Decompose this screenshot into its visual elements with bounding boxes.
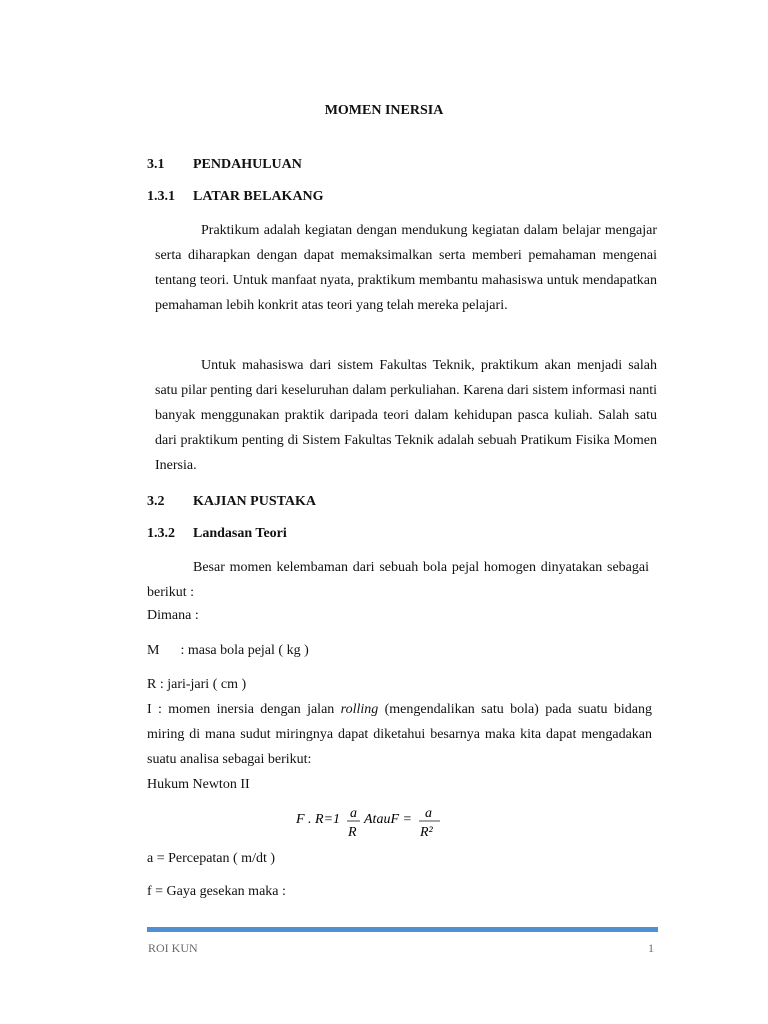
section-heading-pendahuluan: PENDAHULUAN	[193, 157, 302, 172]
definition-i-suffix: (mengendalikan satu bola) pada suatu bidang miring di mana sudut miringnya dapat diketahui besarnya maka kita dapat mengadakan suatu analisa sebagai berikut:	[147, 702, 653, 767]
definition-i	[147, 697, 652, 772]
formula-denominator-1: R	[348, 825, 357, 840]
dimana-label: Dimana :	[147, 608, 199, 623]
definition-i-prefix: I : momen inersia dengan jalan	[147, 702, 341, 717]
definition-f: f = Gaya gesekan maka :	[147, 884, 286, 899]
formula-lhs: F . R=1	[296, 812, 341, 827]
page-number: 1	[648, 941, 654, 955]
formula-numerator-2: a	[425, 806, 432, 821]
formula-denominator-2: R²	[420, 825, 433, 840]
paragraph-latar-belakang-2: Untuk mahasiswa dari sistem Fakultas Teknik, praktikum akan menjadi salah satu pilar penting dari keseluruhan dalam perkuliahan. Karena dari sistem informasi nanti banyak menggunakan praktik daripada teori dalam kehidupan pasca kuliah. Salah satu dari praktikum penting di Sistem Fakultas Teknik adalah sebuah Pratikum Fisika Momen Inersia.	[155, 358, 657, 473]
section-heading-latar-belakang: LATAR BELAKANG	[193, 189, 324, 204]
definition-a: a = Percepatan ( m/dt )	[147, 851, 276, 866]
paragraph-latar-belakang-1: Praktikum adalah kegiatan dengan mendukung kegiatan dalam belajar mengajar serta diharapkan dengan dapat memaksimalkan serta memberi pemahaman mengenai tentang teori. Untuk manfaat nyata, praktikum membantu mahasiswa untuk mendapatkan pemahaman lebih konkrit atas teori yang telah mereka pelajari.	[155, 223, 657, 313]
footer-author: ROI KUN	[148, 941, 198, 955]
section-heading-kajian-pustaka: KAJIAN PUSTAKA	[193, 494, 317, 509]
formula-mid: AtauF =	[364, 812, 412, 827]
paragraph-landasan-teori: Besar momen kelembaman dari sebuah bola pejal homogen dinyatakan sebagai berikut :	[147, 560, 649, 600]
section-number-1-3-2: 1.3.2	[147, 526, 175, 541]
definition-r: R : jari-jari ( cm )	[147, 677, 247, 692]
section-number-1-3-1: 1.3.1	[147, 189, 175, 204]
definition-i-rolling: rolling	[340, 702, 379, 717]
definition-m: M : masa bola pejal ( kg )	[147, 643, 309, 658]
footer-rule	[147, 927, 658, 932]
page-title: MOMEN INERSIA	[324, 103, 444, 118]
formula-svg	[294, 803, 474, 843]
hukum-newton-label: Hukum Newton II	[147, 777, 250, 792]
section-number-3-2: 3.2	[147, 494, 165, 509]
newton-formula	[0, 803, 768, 843]
section-heading-landasan-teori: Landasan Teori	[193, 526, 287, 541]
formula-numerator-1: a	[350, 806, 357, 821]
section-number-3-1: 3.1	[147, 157, 165, 172]
